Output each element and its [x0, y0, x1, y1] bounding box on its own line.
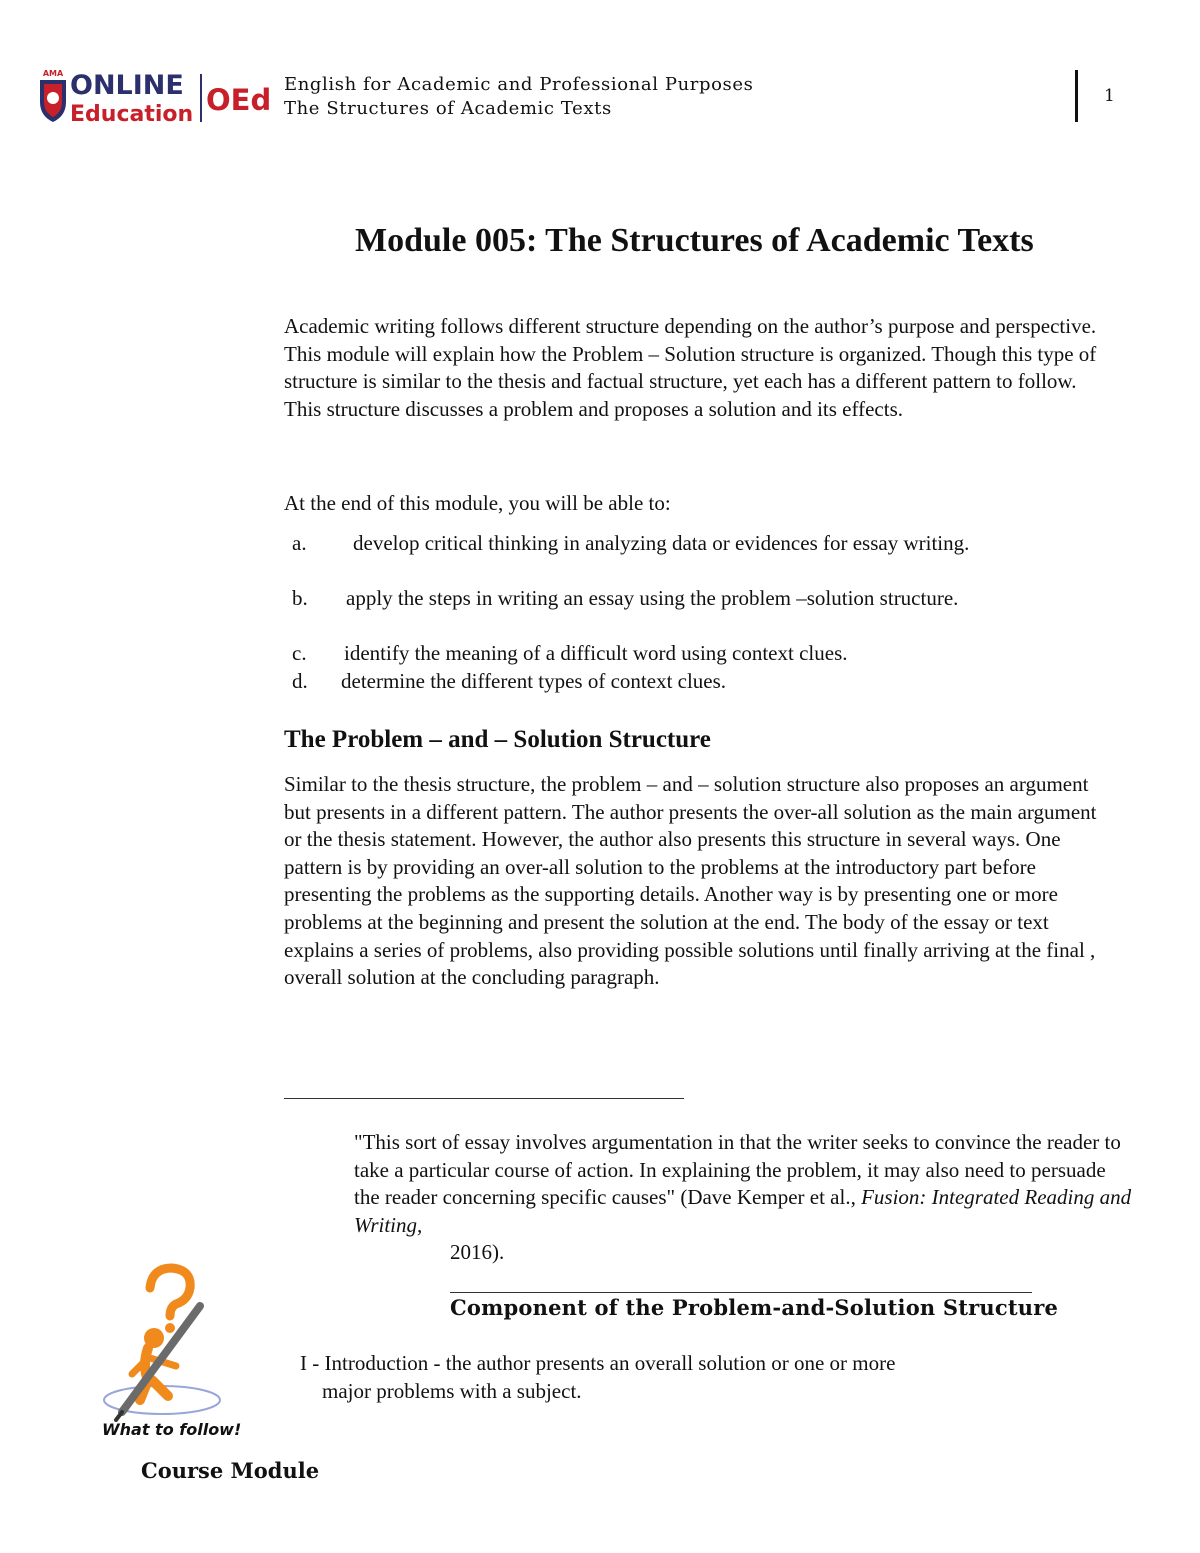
objective-label: b.	[292, 586, 308, 610]
objectives-lead: At the end of this module, you will be able to:	[284, 491, 671, 515]
objective-label: c.	[292, 641, 307, 665]
question-mark-icon	[150, 1268, 190, 1316]
objective-label: d.	[292, 669, 308, 693]
seal-text: AMA	[42, 69, 64, 78]
objective-text: determine the different types of context clues.	[341, 669, 727, 693]
section-heading: The Problem – and – Solution Structure	[284, 726, 711, 753]
component-line: major problems with a subject.	[322, 1378, 582, 1403]
course-title: English for Academic and Professional Purposes	[284, 74, 754, 95]
component-numeral: I -	[300, 1351, 320, 1375]
component-line: Introduction - the author presents an overall solution or one or more	[324, 1351, 896, 1375]
brand-online: ONLINE	[70, 70, 184, 101]
objective-label: a.	[292, 531, 307, 555]
logo-graphic	[36, 66, 276, 128]
objective-item	[292, 585, 1092, 613]
figure-caption: What to follow!	[102, 1420, 242, 1439]
page-number: 1	[1104, 86, 1115, 106]
block-quote	[354, 1129, 1134, 1239]
divider-line	[450, 1292, 1032, 1293]
quote-text: "This sort of essay involves argumentation in that the writer seeks to convince the reader to take a particular course of action. In explaining the problem, it may also need to persuade the reader concerning specific causes" (Dave Kemper et al.,	[354, 1130, 1121, 1210]
header-divider	[1075, 70, 1078, 122]
module-subject: The Structures of Academic Texts	[284, 98, 612, 119]
brand-education: Education	[70, 102, 194, 127]
question-figure-graphic	[92, 1262, 232, 1422]
intro-paragraph: Academic writing follows different structure depending on the author’s purpose and perspective. This module will explain how the Problem – Solution structure is organized. Though this type of structure is similar to the thesis and factual structure, yet each has a different pattern to follow. This structure discusses a problem and proposes a solution and its effects.	[284, 314, 1097, 421]
divider-line	[284, 1098, 684, 1099]
objective-item	[292, 668, 1092, 696]
brand-oed: OEd	[206, 83, 272, 117]
quote-year: 2016).	[450, 1240, 505, 1264]
page-title: Module 005: The Structures of Academic Texts	[355, 222, 1034, 259]
section-paragraph: Similar to the thesis structure, the problem – and – solution structure also proposes an argument but presents in a different pattern. The author presents the over-all solution as the main argument or the thesis statement. However, the author also presents this structure in several ways. One pattern is by providing an over-all solution to the problems at the introductory part before presenting the problems as the supporting details. Another way is by presenting one or more problems at the beginning and present the solution at the end. The body of the essay or text explains a series of problems, also providing possible solutions until finally arriving at the final , overall solution at the concluding paragraph.	[284, 772, 1097, 990]
objective-text: apply the steps in writing an essay using the problem –solution structure.	[346, 586, 959, 610]
online-education-logo	[36, 66, 276, 128]
objective-item	[292, 530, 1092, 558]
quote-source: Fusion: Integrated Reading and Writing,	[354, 1185, 1132, 1237]
objective-text: identify the meaning of a difficult word using context clues.	[344, 641, 848, 665]
pencil-icon	[122, 1306, 200, 1412]
objective-item	[292, 640, 1092, 668]
component-item	[300, 1350, 1080, 1405]
objective-text: develop critical thinking in analyzing data or evidences for essay writing.	[353, 531, 970, 555]
footer-label: Course Module	[141, 1458, 320, 1483]
component-heading: Component of the Problem-and-Solution Structure	[450, 1295, 1059, 1320]
